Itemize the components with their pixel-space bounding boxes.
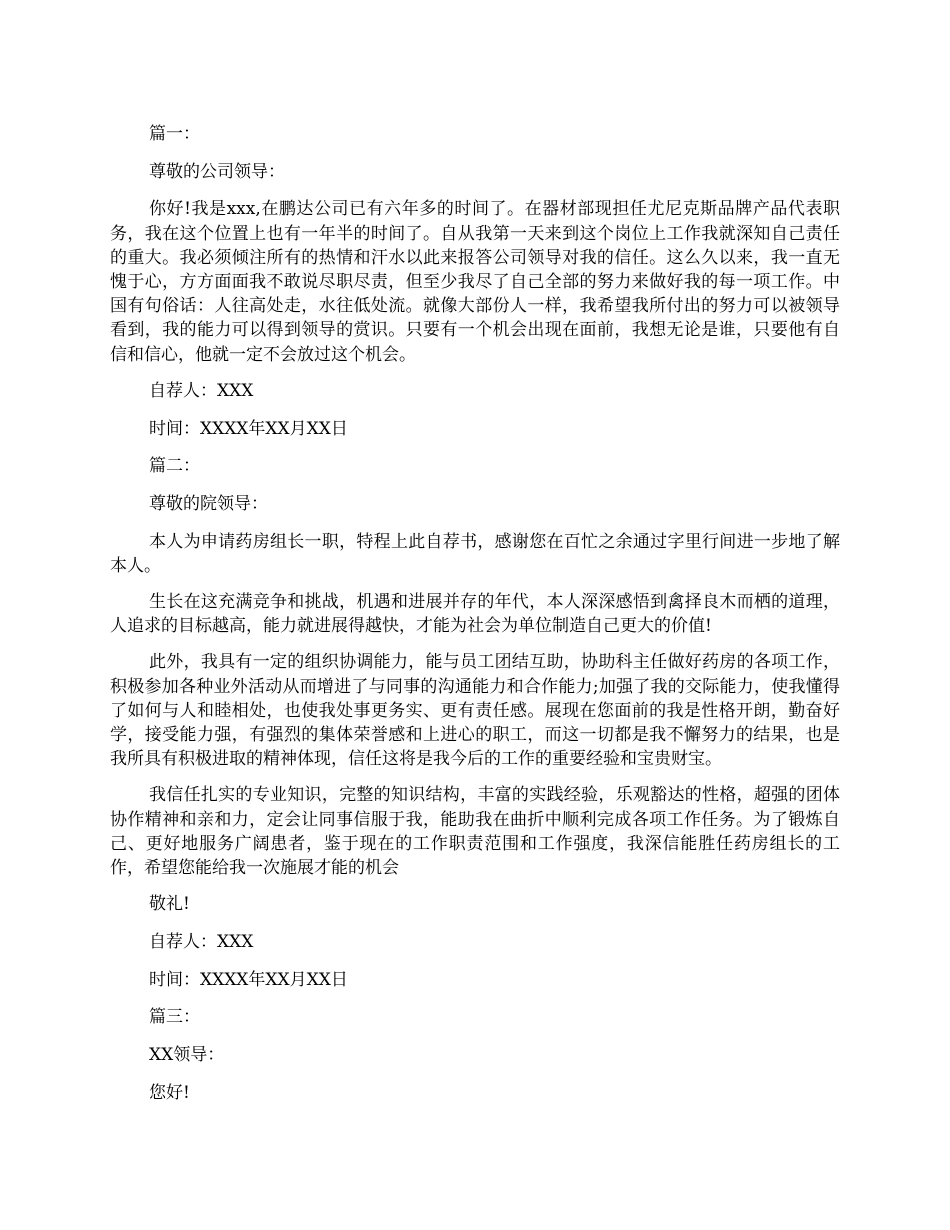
- signature-2: 自荐人：XXX: [149, 931, 254, 952]
- section-heading-3: 篇三：: [149, 1007, 200, 1028]
- document-body: [110, 122, 840, 1119]
- greeting-3: 您好!: [149, 1082, 190, 1103]
- closing-2: 敬礼!: [149, 894, 190, 915]
- body-paragraph-1: 你好!我是xxx,在鹏达公司已有六年多的时间了。在器材部现担任尤尼克斯品牌产品代表职务，我在这个位置上也有一年半的时间了。自从我第一天来到这个岗位上工作我就深知自己责任的重大。我必须倾注所有的热情和汗水以此来报答公司领导对我的信任。这么久以来，我一直无愧于心，方方面面我不敢说尽职尽责，但至少我尽了自己全部的努力来做好我的每一项工作。中国有句俗话：人往高处走，水往低处流。就像大部份人一样，我希望我所付出的努力可以被领导看到，我的能力可以得到领导的赏识。只要有一个机会出现在面前，我想无论是谁，只要他有自信和信心，他就一定不会放过这个机会。: [110, 199, 840, 365]
- body-paragraph-5: 我信任扎实的专业知识，完整的知识结构，丰富的实践经验，乐观豁达的性格，超强的团体协作精神和亲和力，定会让同事信服于我，能助我在曲折中顺利完成各项工作任务。为了锻炼自己、更好地服务广阔患者，鉴于现在的工作职责范围和工作强度，我深信能胜任药房组长的工作，希望您能给我一次施展才能的机会: [110, 785, 840, 879]
- body-paragraph-3: 生长在这充满竞争和挑战，机遇和进展并存的年代，本人深深感悟到禽择良木而栖的道理，人追求的目标越高，能力就进展得越快，才能为社会为单位制造自己更大的价值!: [110, 592, 840, 637]
- signature-1: 自荐人：XXX: [149, 380, 254, 401]
- salutation-3: XX领导：: [149, 1045, 225, 1066]
- body-paragraph-2: 本人为申请药房组长一职，特程上此自荐书，感谢您在百忙之余通过字里行间进一步地了解本人。: [110, 531, 840, 576]
- salutation-1: 尊敬的公司领导：: [149, 161, 285, 182]
- date-2: 时间：XXXX年XX月XX日: [149, 969, 348, 990]
- salutation-2: 尊敬的院领导：: [149, 493, 268, 514]
- section-heading-1: 篇一：: [149, 124, 200, 144]
- body-paragraph-4: 此外，我具有一定的组织协调能力，能与员工团结互助，协助科主任做好药房的各项工作，积极参加各种业外活动从而增进了与同事的沟通能力和合作能力;加强了我的交际能力，使我懂得了如何与人和睦相处，也使我处事更务实、更有责任感。展现在您面前的我是性格开朗，勤奋好学，接受能力强，有强烈的集体荣誉感和上进心的职工，而这一切都是我不懈努力的结果，也是我所具有积极进取的精神体现，信任这将是我今后的工作的重要经验和宝贵财宝。: [110, 652, 840, 770]
- date-1: 时间：XXXX年XX月XX日: [149, 418, 348, 439]
- section-heading-2: 篇二：: [149, 456, 200, 477]
